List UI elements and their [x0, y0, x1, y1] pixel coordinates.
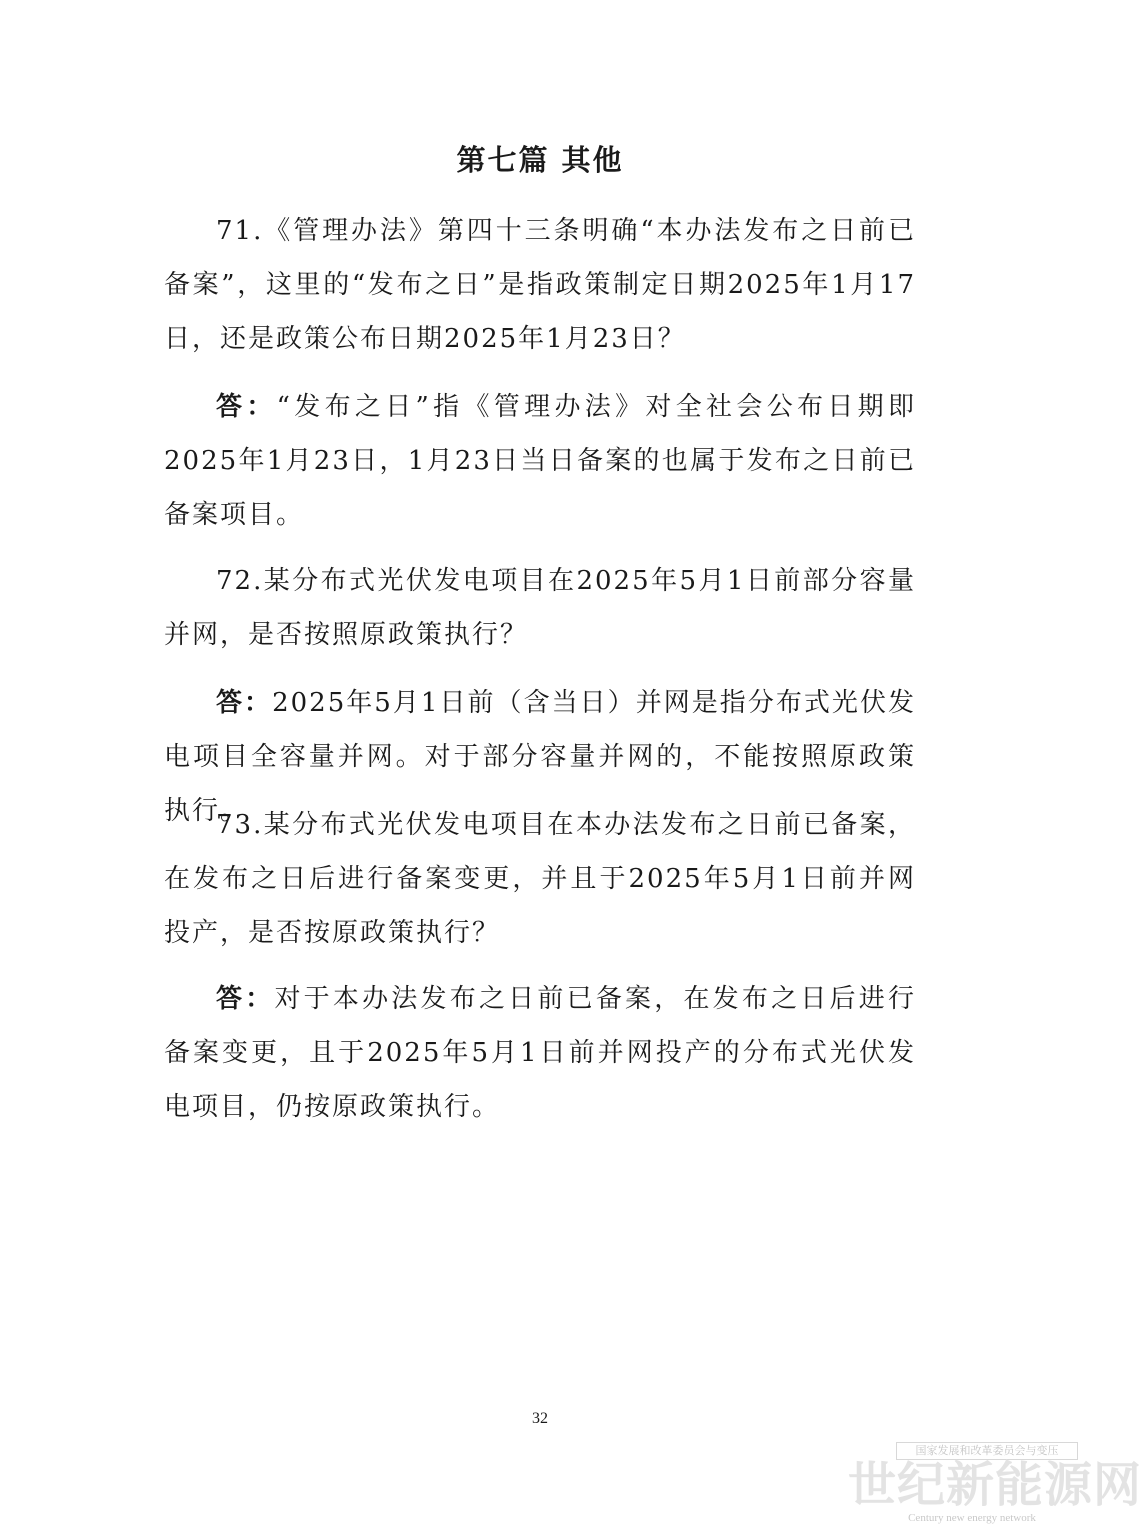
- answer-label: 答：: [216, 984, 275, 1014]
- question-73: 73.某分布式光伏发电项目在本办法发布之日前已备案，在发布之日后进行备案变更，并且于2025年5月1日前并网投产，是否按原政策执行？: [164, 810, 916, 948]
- page-number: 32: [532, 1410, 548, 1427]
- answer-73: [164, 972, 916, 1134]
- answer-text: 2025年5月1日前（含当日）并网是指分布式光伏发电项目全容量并网。对于部分容量并网的，不能按照原政策执行。: [164, 688, 916, 826]
- watermark-logo: [848, 1440, 1142, 1527]
- answer-text: “发布之日”指《管理办法》对全社会公布日期即2025年1月23日，1月23日当日备案的也属于发布之日前已备案项目。: [164, 392, 916, 530]
- answer-71: [164, 380, 916, 542]
- watermark-main-text: 世纪新能源网: [848, 1457, 1142, 1513]
- watermark-top-text: 国家发展和改革委员会与变压: [896, 1442, 1078, 1460]
- watermark-sub-text: Century new energy network: [908, 1512, 1036, 1524]
- answer-label: 答：: [216, 688, 273, 718]
- answer-label: 答：: [216, 392, 277, 422]
- section-title: 第七篇 其他: [456, 143, 624, 177]
- question-72: 72.某分布式光伏发电项目在2025年5月1日前部分容量并网，是否按照原政策执行？: [164, 566, 916, 650]
- answer-text: 对于本办法发布之日前已备案，在发布之日后进行备案变更，且于2025年5月1日前并网投产的分布式光伏发电项目，仍按原政策执行。: [164, 984, 916, 1122]
- question-71: 71.《管理办法》第四十三条明确“本办法发布之日前已备案”，这里的“发布之日”是指政策制定日期2025年1月17日，还是政策公布日期2025年1月23日？: [164, 216, 916, 354]
